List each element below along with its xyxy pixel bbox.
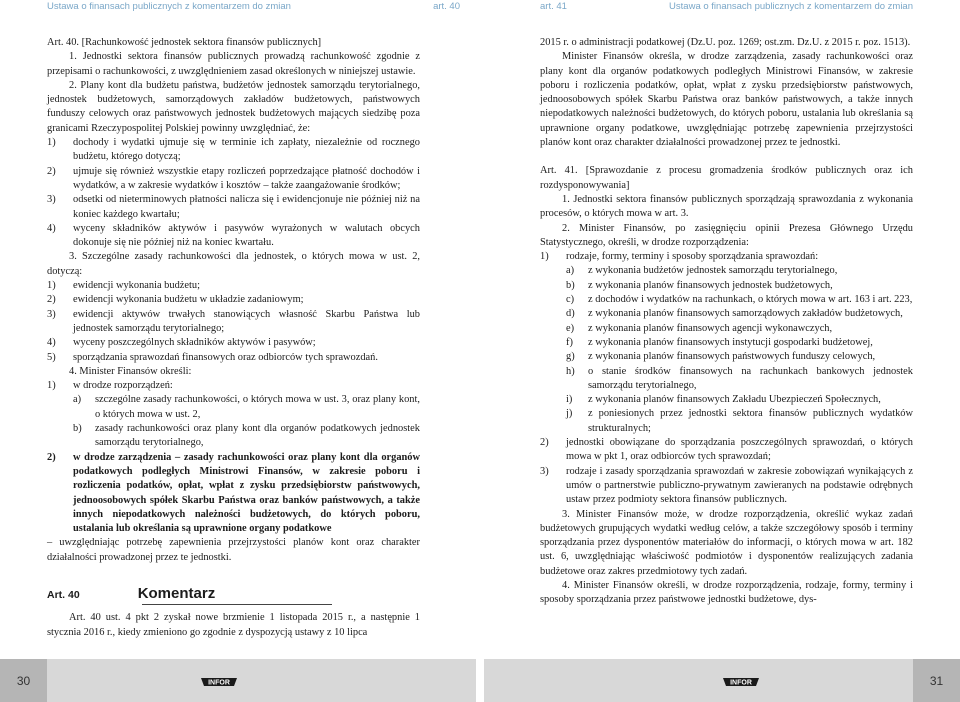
- page-number-right: 31: [913, 659, 960, 702]
- paragraph: 2. Plany kont dla budżetu państwa, budżetów jednostek samorządu terytorialnego, jednostek budżetowych, samorządowych zakładów budżetowych, państwowych funduszy celowych oraz państwowych jednostek budżetowych mających siedzibę poza granicami Rzeczypospolitej Polskiej powinny uwzględniać, że:: [47, 79, 420, 134]
- sub-list-item: b) z wykonania planów finansowych jednostek budżetowych,: [566, 279, 833, 291]
- list-item-bold: 2) w drodze zarządzenia – zasady rachunkowości oraz plany kont dla organów podatkowych podległych Ministrowi Finansów, w zakresie poboru i rozliczenia podatków, opłat, wpłat z zysku przedsiębiorstw państwowych, jednoosobowych spółek Skarbu Państwa oraz banków państwowych, a także innych niepodatkowych należności budżetowych, do których poboru, ustalania lub określania są uprawnione organy podatkowe: [47, 451, 420, 535]
- paragraph: 1. Jednostki sektora finansów publicznych prowadzą rachunkowość zgodnie z przepisami o rachunkowości, z uwzględnieniem zasad określonych w niniejszej ustawie.: [47, 51, 420, 77]
- sub-list-item: h) o stanie środków finansowych na rachunkach bankowych jednostek samorządu terytorialnego,: [566, 365, 913, 391]
- article-heading: Art. 41. [Sprawozdanie z procesu gromadzenia środków publicznych oraz ich rozdysponowywania]: [540, 165, 913, 191]
- sub-list-item: a) szczególne zasady rachunkowości, o których mowa w ust. 3, oraz plany kont, o których mowa w ust. 2,: [73, 394, 420, 420]
- list-item: 4) wyceny składników aktywów i pasywów wyrażonych w walutach obcych dokonuje się nie później niż na koniec kwartału.: [47, 222, 420, 249]
- page-number-left: 30: [0, 659, 47, 702]
- sub-list-item: i) z wykonania planów finansowych Zakładu Ubezpieczeń Społecznych,: [566, 394, 881, 406]
- paragraph: 1. Jednostki sektora finansów publicznych sporządzają sprawozdania z wykonania procesów, o których mowa w art. 3.: [540, 193, 913, 220]
- commentary-continuation: Minister Finansów określa, w drodze zarządzenia, zasady rachunkowości oraz plany kont dla organów podatkowych podległych Ministrowi Finansów, w zakresie poboru i rozliczenia podatków, opłat, wpłat z zysku przedsiębiorstw państwowych, jednoosobowych spółek Skarbu Państwa oraz banków państwowych, a także innych niepodatkowych należności budżetowych, do których poboru, ustalania lub określania są uprawnione organy podatkowe, uwzględniając potrzebę zapewnienia przejrzystości planów kont oraz charakter działalności prowadzonej przez te jednostki.: [540, 51, 913, 149]
- paragraph: 4. Minister Finansów określi, w drodze rozporządzenia, rodzaje, formy, terminy i sposoby sporządzania przez państwowe jednostki budżetowe, dys-: [540, 579, 913, 606]
- article-heading: Art. 40. [Rachunkowość jednostek sektora finansów publicznych]: [47, 37, 322, 48]
- commentary-continuation: 2015 r. o administracji podatkowej (Dz.U. poz. 1269; ost.zm. Dz.U. z 2015 r. poz. 1513).: [540, 37, 911, 48]
- sub-list-item: a) z wykonania budżetów jednostek samorządu terytorialnego,: [566, 265, 838, 277]
- publisher-logo-icon: [719, 675, 763, 689]
- sub-list-item: j) z poniesionych przez jednostki sektora finansów publicznych wydatków strukturalnych;: [566, 408, 913, 434]
- list-item: 2) jednostki obowiązane do sporządzania poszczególnych sprawozdań, o których mowa w pkt 1, oraz odbiorców tych sprawozdań;: [540, 437, 913, 463]
- paragraph: 3. Szczególne zasady rachunkowości dla jednostek, o których mowa w ust. 2, dotyczą:: [47, 251, 420, 277]
- numbered-list: [47, 136, 420, 250]
- publisher-logo-icon: [197, 675, 241, 689]
- commentary-header: [47, 584, 420, 602]
- list-item: 3) rodzaje i zasady sporządzania sprawozdań w zakresie zobowiązań wynikających z umów o partnerstwie publiczno-prywatnym zawieranych na podstawie odrębnych ustaw przez podmioty sektora finansów publicznych.: [540, 465, 913, 506]
- sub-list-item: e) z wykonania planów finansowych agencji wykonawczych,: [566, 322, 833, 334]
- left-page-column: [47, 36, 420, 640]
- commentary-article: Art. 40: [47, 588, 80, 601]
- running-head-article: art. 41: [540, 1, 567, 12]
- commentary-title: Komentarz: [137, 584, 216, 602]
- running-head-left: [47, 0, 460, 14]
- list-item: 1) w drodze rozporządzeń:: [47, 380, 173, 392]
- right-page-column: [540, 36, 913, 608]
- sub-list-item: c) z dochodów i wydatków na rachunkach, o których mowa w art. 163 i art. 223,: [566, 294, 913, 306]
- running-head-title: Ustawa o finansach publicznych z komentarzem do zmian: [669, 1, 913, 12]
- sub-list-item: b) zasady rachunkowości oraz plany kont dla organów podatkowych jednostek samorządu terytorialnego,: [73, 423, 420, 449]
- sub-list-item: f) z wykonania planów finansowych instytucji gospodarki budżetowej,: [566, 336, 873, 348]
- sub-list-item: g) z wykonania planów finansowych państwowych funduszy celowych,: [566, 351, 876, 363]
- list-item: 3) odsetki od nieterminowych płatności nalicza się i ewidencjonuje nie później niż na koniec każdego kwartału;: [47, 194, 420, 220]
- paragraph: 3. Minister Finansów może, w drodze rozporządzenia, określić wykaz zadań budżetowych grupujących wydatki według celów, a także szczegółowy sposób i terminy sporządzania przez dysponentów materiałów do informacji, o których mowa w art. 182 ust. 6, uwzględniając właściwość podmiotów i dysponentów realizujących zadania budżetowe oraz zakres przedmiotowy tych zadań.: [540, 508, 913, 577]
- list-item: 1) ewidencji wykonania budżetu;: [47, 280, 200, 292]
- running-head-article: art. 40: [433, 1, 460, 12]
- list-item: 4) wyceny poszczególnych składników aktywów i pasywów;: [47, 337, 316, 349]
- list-item: 1) dochody i wydatki ujmuje się w terminie ich zapłaty, niezależnie od rocznego budżetu, którego dotyczą;: [47, 137, 420, 163]
- running-head-title: Ustawa o finansach publicznych z komentarzem do zmian: [47, 1, 291, 12]
- paragraph: – uwzględniając potrzebę zapewnienia przejrzystości planów kont oraz charakter działalności prowadzonej przez te jednostki.: [47, 537, 420, 563]
- numbered-list: [47, 279, 420, 365]
- list-item: 2) ujmuje się również wszystkie etapy rozliczeń poprzedzające płatność dochodów i wydatków, a w zakresie wydatków i kosztów – także zaangażowanie środków;: [47, 165, 420, 191]
- commentary-text: Art. 40 ust. 4 pkt 2 zyskał nowe brzmienie 1 listopada 2015 r., a następnie 1 stycznia 2016 r., kiedy zmieniono go zgodnie z dyspozycją ustawy z 10 lipca: [47, 612, 420, 638]
- list-item: 2) ewidencji wykonania budżetu w układzie zadaniowym;: [47, 294, 304, 306]
- sub-list-item: d) z wykonania planów finansowych samorządowych zakładów budżetowych,: [566, 308, 903, 320]
- svg-text:INFOR: INFOR: [730, 679, 752, 687]
- paragraph: 2. Minister Finansów, po zasięgnięciu opinii Prezesa Głównego Urzędu Statystycznego, określi, w drodze rozporządzenia:: [540, 222, 913, 248]
- list-item: 1) rodzaje, formy, terminy i sposoby sporządzania sprawozdań:: [540, 251, 819, 263]
- running-head-right: [540, 0, 913, 14]
- page-footer: [0, 659, 960, 702]
- list-item: 5) sporządzania sprawozdań finansowych oraz odbiorców tych sprawozdań.: [47, 351, 378, 363]
- paragraph: 4. Minister Finansów określi:: [69, 365, 192, 377]
- svg-text:INFOR: INFOR: [208, 679, 230, 687]
- list-item: 3) ewidencji aktywów trwałych stanowiących własność Skarbu Państwa lub jednostek samorządu terytorialnego;: [47, 308, 420, 334]
